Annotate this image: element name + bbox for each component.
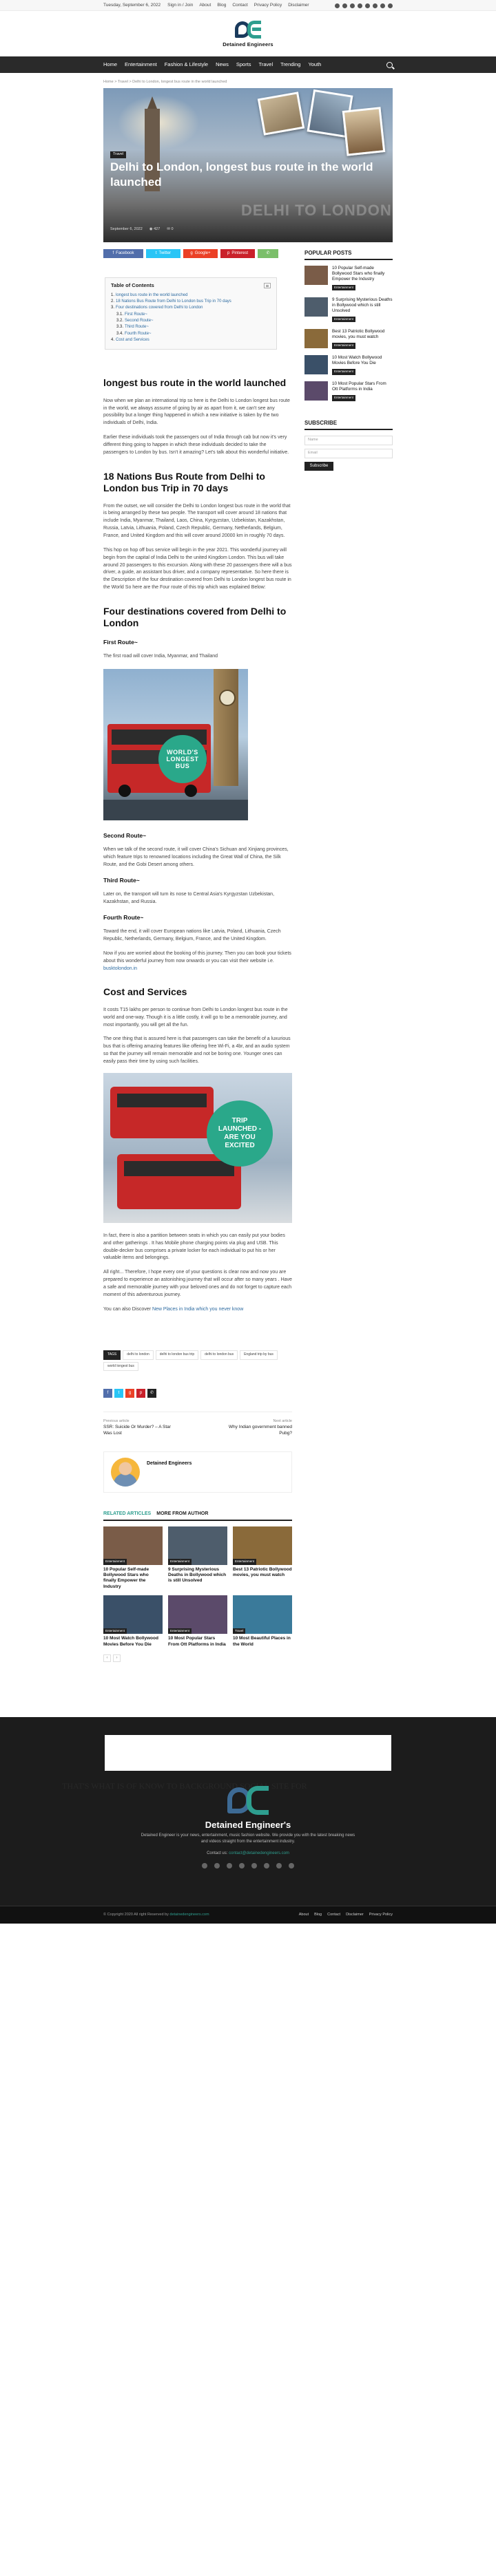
article-body [103,265,292,1662]
footer-social [0,1863,496,1869]
footer-background-text: THAT'S WHAT IS OF KNOW TO BACKGROUND SOCIAL SITE FOR [62,1781,307,1791]
facebook-icon[interactable] [335,3,340,8]
toc-toggle-icon[interactable] [264,283,271,288]
popular-posts-title: POPULAR POSTS [304,249,393,260]
hero-watermark: DELHI TO LONDON [241,202,392,220]
top-date: Tuesday, September 6, 2022 [103,3,161,8]
author-name[interactable]: Detained Engineers [147,1461,192,1467]
tags [103,1350,292,1371]
pinterest-icon[interactable] [239,1863,245,1869]
paragraph: Later on, the transport will turn its nose to Central Asia's Kyrgyzstan Uzbekistan, Kazakhstan, and Russia. [103,892,275,905]
article-title: Delhi to London, longest bus route in the world launched [110,160,373,189]
logo-text: Detained Engineers [223,41,273,47]
related-title[interactable]: Best 13 Patriotic Bollywood movies, you must watch [233,1566,292,1578]
discover-link[interactable]: New Places in India which you never know [152,1306,244,1312]
nav-travel[interactable]: Travel [258,61,273,67]
footer-link-contact[interactable]: Contact [327,1913,341,1917]
logo-icon [232,19,264,40]
related-articles [103,1511,292,1662]
paragraph: Toward the end, it will cover European nations like Latvia, Poland, Lithuania, Czech Republic, Netherlands, Germany, Belgium, France, and the United Kingdom. [103,929,281,942]
toc-item[interactable]: 3.1. First Route~ [116,312,147,317]
nav-sports[interactable]: Sports [236,61,251,67]
toc-list [111,292,271,343]
heading-second-route: Second Route~ [103,832,147,840]
popular-post[interactable] [304,355,393,375]
hero-image [103,88,393,242]
toc-item[interactable]: 1. longest bus route in the world launched [111,292,188,297]
popular-posts [304,266,393,402]
logo-icon [223,1785,273,1818]
related-thumbnail[interactable] [168,1526,227,1565]
prev-page-icon[interactable]: ‹ [103,1654,111,1662]
heading-longest: longest bus route in the world launched [103,377,287,389]
share-google-button[interactable]: g Google+ [183,249,218,258]
related-thumbnail[interactable] [103,1526,163,1565]
copyright-link[interactable]: detainedengineers.com [169,1913,209,1917]
twitter-icon[interactable]: t [114,1389,123,1398]
paragraph: It costs T15 lakhs per person to continue from Delhi to London longest bus route in the world and one-way. Though it is a little costly, it will go to be a memorable journey, and most importantly, you will get all the fun. [103,1007,288,1028]
hero-meta [110,227,174,233]
name-input[interactable]: Name [304,436,393,445]
footer-contact: Contact us: contact@detainedengineers.com [207,1851,289,1856]
related-item[interactable] [233,1595,292,1648]
related-thumbnail[interactable] [233,1526,292,1565]
site-footer [0,1717,496,1906]
related-title[interactable]: 10 Popular Self-made Bollywood Stars who finally Empower the Industry [103,1566,149,1589]
footer-logo-text: Detained Engineer's [205,1820,291,1831]
paragraph: This hop on hop off bus service will begin in the year 2021. This wonderful journey will begin from the capital of India Delhi to the united Kingdom London. This bus will take around 20 passengers to this excursion. Along with these 20 passengers there will a bus driver, a guide, an assistant bus driver, and a company representative. So here there is the Description of the four destination covered from Delhi to London longest bus route in the World So here are the Four route of this trip which was explained Below: [103,547,292,590]
image-badge-text: WORLD'S LONGEST BUS [158,735,207,783]
nav-fashion[interactable]: Fashion & Lifestyle [164,61,209,67]
avatar[interactable] [111,1458,140,1487]
nav-trending[interactable]: Trending [280,61,301,67]
copyright: © Copyright 2020 All right Reserved by detainedengineers.com [103,1913,209,1917]
vk-icon[interactable] [373,3,378,8]
toc-item[interactable]: 3.3. Third Route~ [116,325,149,330]
footer-logo[interactable] [0,1785,496,1832]
post-title[interactable]: 10 Popular Self-made Bollywood Stars who finally Empower the Industry [332,265,385,281]
top-social [335,3,393,8]
bottom-share [103,1389,292,1398]
related-item[interactable] [168,1595,227,1648]
related-title[interactable]: 10 Most Watch Bollywood Movies Before You Die [103,1636,158,1647]
bottom-bar [0,1906,496,1924]
facebook-icon[interactable] [202,1863,207,1869]
post-title[interactable]: 10 Most Popular Stars From Ott Platforms in India [332,381,386,392]
previous-article-link[interactable]: Previous article SSR: Suicide Or Murder? – A Star Was Lost [103,1418,171,1436]
post-date: September 6, 2022 [110,227,143,231]
pinterest-icon[interactable]: p [136,1389,145,1398]
post-thumbnail[interactable] [304,355,328,374]
whatsapp-icon[interactable] [380,3,385,8]
paragraph: All right... Therefore, I hope every one of your questions is clear now and now you are prepared to experience an astonishing journey that will occur after so many years . Have a safe and memorable journey with your beloved ones and do not forget to capture each moment of this adventurous journey. [103,1270,292,1297]
tag-link[interactable]: delhi to london bus trip [156,1350,198,1359]
post-category[interactable]: Entertainment [332,343,355,349]
twitter-icon: t [155,251,157,256]
google-icon: g [190,251,193,256]
related-category[interactable]: Entertainment [103,1628,127,1635]
bus-illustration [117,1154,241,1209]
toc-item[interactable]: 3. Four destinations covered from Delhi to London [111,306,203,310]
facebook-icon: f [112,251,114,256]
post-title[interactable]: Best 13 Patriotic Bollywood movies, you must watch [332,328,385,339]
paragraph-booking: Now if you are worried about the booking of this journey. Then you can book your tickets about this wonderful journey from now onwards or you can visit their website i.e. busktolondon.in [103,950,291,971]
instagram-icon[interactable] [342,3,347,8]
related-category[interactable]: Entertainment [168,1559,192,1565]
related-grid [103,1526,292,1648]
pinterest-icon: p [227,251,230,256]
top-bar [0,0,496,11]
paragraph: In fact, there is also a partition between seats in which you can easily put your bodies and other gatherings . It has Mobile phone charging points via plug and USB. This double-decker bus comprises a private locker for each individual to put his or her valuable items and belongings. [103,1233,285,1261]
top-link-about[interactable]: About [199,3,211,8]
big-ben-illustration [214,669,238,786]
share-whatsapp-button[interactable] [258,249,278,258]
google-icon[interactable]: g [125,1389,134,1398]
email-input[interactable]: Email [304,449,393,458]
footer-link-blog[interactable]: Blog [314,1913,322,1917]
toc-item[interactable]: 3.4. Fourth Route~ [116,331,152,336]
footer-link-disclaimer[interactable]: Disclaimer [346,1913,364,1917]
next-article-link[interactable]: Next article Why Indian government banned Pubg? [228,1418,292,1436]
share-twitter-button[interactable]: t Twitter [146,249,180,258]
paragraph: The one thing that is assured here is that passengers can take the benefit of a luxurious bus that is offering amazing features like offering free Wi-Fi, a 4br, and an audio system so that the journey will remain memorable and not be boring one. Younger ones can easily pass their time by using such facilities. [103,1036,291,1064]
post-thumbnail[interactable] [304,381,328,401]
heading-four-destinations: Four destinations covered from Delhi to London [103,605,287,629]
post-category[interactable]: Entertainment [332,285,355,291]
sidebar [304,249,393,1662]
popular-post[interactable] [304,297,393,323]
page-end-space [0,1924,496,2159]
site-logo[interactable] [223,19,273,49]
linkedin-icon[interactable] [350,3,355,8]
tag-link[interactable]: England trip by bus [240,1350,278,1359]
hero-category[interactable]: Travel [110,151,126,158]
next-page-icon[interactable]: › [113,1654,121,1662]
related-category[interactable]: Entertainment [168,1628,192,1635]
toc-item[interactable]: 4. Cost and Services [111,337,149,342]
whatsapp-icon[interactable]: ✆ [147,1389,156,1398]
related-thumbnail[interactable] [103,1595,163,1634]
top-link-signin[interactable]: Sign in / Join [167,3,194,8]
related-thumbnail[interactable] [233,1595,292,1634]
heading-18-nations: 18 Nations Bus Route from Delhi to London bus Trip in 70 days [103,470,265,494]
related-item[interactable] [103,1595,163,1648]
related-item[interactable] [233,1526,292,1590]
tab-more-from-author[interactable]: MORE FROM AUTHOR [156,1511,209,1517]
nav-news[interactable]: News [216,61,229,67]
table-of-contents [105,277,277,350]
top-link-contact[interactable]: Contact [232,3,248,8]
heading-cost: Cost and Services [103,986,187,998]
related-item[interactable] [103,1526,163,1590]
pinterest-icon[interactable] [358,3,362,8]
instagram-widget [105,1735,391,1771]
paragraph: From the outset, we will consider the Delhi to London longest bus route in the world that is being arranged by these two people. The transport will cover around 18 nations that include India, Myanmar, Thailand, Laos, China, Kyrgyzstan, Uzbekistan, Kazakhstan, Russia, Latvia, Lithuania, Poland, Czech Republic, Germany, Netherlands, Belgium, France, and United Kingdom and this will cover around 20000 km in roughly 70 days. [103,503,291,538]
post-category[interactable]: Entertainment [332,395,355,401]
subscribe-button[interactable]: Subscribe [304,462,333,471]
twitter-icon[interactable] [251,1863,257,1869]
prev-next-nav [103,1412,292,1437]
booking-link[interactable]: busktolondon.in [103,966,138,971]
toc-item[interactable]: 2. 18 Nations Bus Route from Delhi to London bus Trip in 70 days [111,299,231,304]
comment-count[interactable]: ✉ 0 [167,227,174,231]
toc-title: Table of Contents [111,281,154,288]
paragraph: When we talk of the second route, it will cover China's Sichuan and Xinjiang provinces, which feature trips to renowned locations including the Great Wall of China, the Silk Route, and the Gobi Desert among others. [103,847,289,868]
contact-email-link[interactable]: contact@detainedengineers.com [229,1851,289,1856]
paragraph: The first road will cover India, Myanmar, and Thailand [103,654,218,659]
paragraph: Earlier these individuals took the passengers out of India through cab but now it's very different thing going to happen in which these individuals decided to take the passengers to London by bus. Isn't it amazing? Let's talk about this wonderful initiative. [103,435,289,455]
instagram-icon[interactable] [214,1863,220,1869]
breadcrumb: Home > Travel > Delhi to London, longest bus route in the world launched [103,80,227,84]
top-link-blog[interactable]: Blog [217,3,227,8]
paragraph: Now when we plan an international trip so here is the Delhi to London longest bus route in the world, we always assume of going by air as apart from it, we can't see any possibility but a longer thing happened in which a new initiative is taken by the two individuals of Delhi, India. [103,398,290,426]
heading-first-route: First Route~ [103,638,138,646]
related-category[interactable]: Entertainment [103,1559,127,1565]
facebook-icon[interactable]: f [103,1389,112,1398]
whatsapp-icon: ✆ [266,251,270,256]
subscribe-title: SUBSCRIBE [304,419,393,430]
popular-post[interactable] [304,381,393,401]
linkedin-icon[interactable] [227,1863,232,1869]
vk-icon[interactable] [264,1863,269,1869]
share-facebook-button[interactable]: f Facebook [103,249,143,258]
nav-entertainment[interactable]: Entertainment [125,61,157,67]
bus-illustration [110,1087,214,1138]
site-header [0,11,496,56]
post-title[interactable]: 10 Most Watch Bollywood Movies Before You Die [332,355,382,366]
tag-link[interactable]: delhi to london [123,1350,154,1359]
related-item[interactable] [168,1526,227,1590]
toc-item[interactable]: 3.2. Second Route~ [116,319,154,323]
tag-link[interactable]: delhi to london bus [200,1350,238,1359]
footer-link-about[interactable]: About [298,1913,309,1917]
top-link-privacy[interactable]: Privacy Policy [254,3,282,8]
popular-post[interactable] [304,266,393,291]
pager [103,1654,292,1662]
post-thumbnail[interactable] [304,329,328,348]
related-category[interactable]: Entertainment [233,1559,256,1565]
view-count: ◉ 427 [149,227,161,231]
related-title[interactable]: 10 Most Beautiful Places in the World [233,1636,291,1647]
top-link-disclaimer[interactable]: Disclaimer [288,3,309,8]
heading-fourth-route: Fourth Route~ [103,913,144,921]
post-thumbnail[interactable] [304,266,328,285]
tab-related[interactable]: RELATED ARTICLES [103,1511,152,1517]
subscribe-box [304,419,393,471]
nav-youth[interactable]: Youth [308,61,322,67]
post-category[interactable]: Entertainment [332,317,355,323]
related-title[interactable]: 10 Most Popular Stars From Ott Platforms in India [168,1636,226,1647]
related-category[interactable]: Travel [233,1628,245,1635]
nav-home[interactable]: Home [103,61,118,67]
post-category[interactable]: Entertainment [332,369,355,375]
search-icon[interactable] [386,62,393,68]
footer-link-privacy[interactable]: Privacy Policy [369,1913,393,1917]
worlds-longest-bus-image [103,669,248,820]
related-title[interactable]: 9 Surprising Mysterious Deaths in Bollywood which is still Unsolved [168,1566,227,1584]
trip-launched-image [103,1073,292,1223]
whatsapp-icon[interactable] [276,1863,282,1869]
youtube-icon[interactable] [388,3,393,8]
author-box [103,1451,292,1493]
post-thumbnail[interactable] [304,297,328,317]
tags-label: TAGS [103,1350,121,1359]
youtube-icon[interactable] [289,1863,294,1869]
paragraph-discover: You can also Discover New Places in India which you never know [103,1306,244,1312]
image-badge-text: TRIP LAUNCHED - ARE YOU EXCITED [207,1100,273,1167]
share-pinterest-button[interactable]: p Pinterest [220,249,255,258]
tag-link[interactable]: world longest bus [103,1362,138,1371]
heading-third-route: Third Route~ [103,876,140,884]
footer-about: Detained Engineer is your news, entertainment, music fashion website. We provide you with the latest breaking news and videos straight from the entertainment industry. [141,1833,355,1844]
main-nav [0,56,496,73]
post-title[interactable]: 9 Surprising Mysterious Deaths in Bollywood which is still Unsolved [332,297,393,313]
related-thumbnail[interactable] [168,1595,227,1634]
twitter-icon[interactable] [365,3,370,8]
popular-post[interactable] [304,329,393,349]
